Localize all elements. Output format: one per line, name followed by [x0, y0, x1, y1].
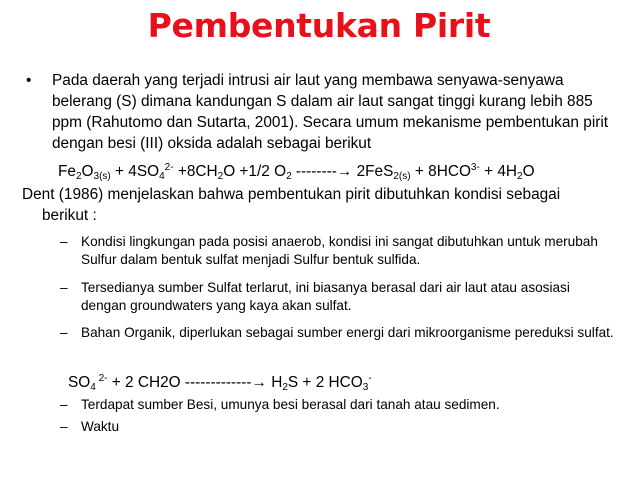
pyrite-formation-equation: $Fe_2O_{3(s)} + 4SO_4^{2-} +8CH_2O +1/2$ $O_2$ --------→ $2FeS_{2(s)} + 8HCO^{3-} + 4H_2O$: [58, 162, 535, 182]
condition-item-text: Bahan Organik, diperlukan sebagai sumber energi dari mikroorganisme pereduksi sulfat.: [81, 325, 614, 340]
condition-item-text: Tersedianya sumber Sulfat terlarut, ini biasanya berasal dari air laut atau asosiasi dengan groundwaters yang kaya akan sulfat.: [81, 280, 570, 313]
dash-marker: –: [60, 280, 68, 295]
bullet-dot: •: [26, 72, 32, 89]
condition-item-text: Kondisi lingkungan pada posisi anaerob, kondisi ini sangat dibutuhkan untuk merubah Sulfur dalam bentuk sulfat menjadi Sulfur bentuk sulfida.: [81, 234, 598, 267]
dash-marker: –: [60, 419, 68, 434]
condition-item: [60, 324, 614, 342]
condition-item: [60, 279, 614, 315]
arrow-icon: →: [251, 374, 267, 391]
dash-marker: –: [60, 397, 68, 412]
dash-marker: –: [60, 234, 68, 249]
condition-item: [60, 418, 614, 436]
intro-bullet-text: Pada daerah yang terjadi intrusi air laut yang membawa senyawa-senyawa belerang (S) dimana kandungan S dalam air laut sangat tinggi kurang lebih 885 ppm (Rahutomo dan Sutarta, 2001). Secara umum mekanisme pembentukan pirit dengan besi (III) oksida adalah sebagai berikut: [52, 72, 609, 152]
dash-marker: –: [60, 325, 68, 340]
condition-item-text: Terdapat sumber Besi, umunya besi berasal dari tanah atau sedimen.: [81, 397, 500, 412]
condition-item: [60, 396, 614, 414]
condition-item: [60, 233, 614, 269]
conditions-intro-line2: berikut :: [42, 207, 97, 224]
condition-item-text: Waktu: [81, 419, 120, 434]
conditions-intro-line1: Dent (1986) menjelaskan bahwa pembentukan pirit dibutuhkan kondisi sebagai: [22, 186, 561, 203]
slide-title: Pembentukan Pirit: [147, 6, 491, 45]
arrow-icon: →: [336, 163, 353, 180]
intro-bullet: [26, 70, 616, 154]
sulfate-reduction-equation: $SO_4$ $^{2-}$ + 2 CH2O -------------→ $H_2S + 2$ $HCO_3^-$: [68, 373, 372, 393]
conditions-intro: [22, 184, 622, 226]
